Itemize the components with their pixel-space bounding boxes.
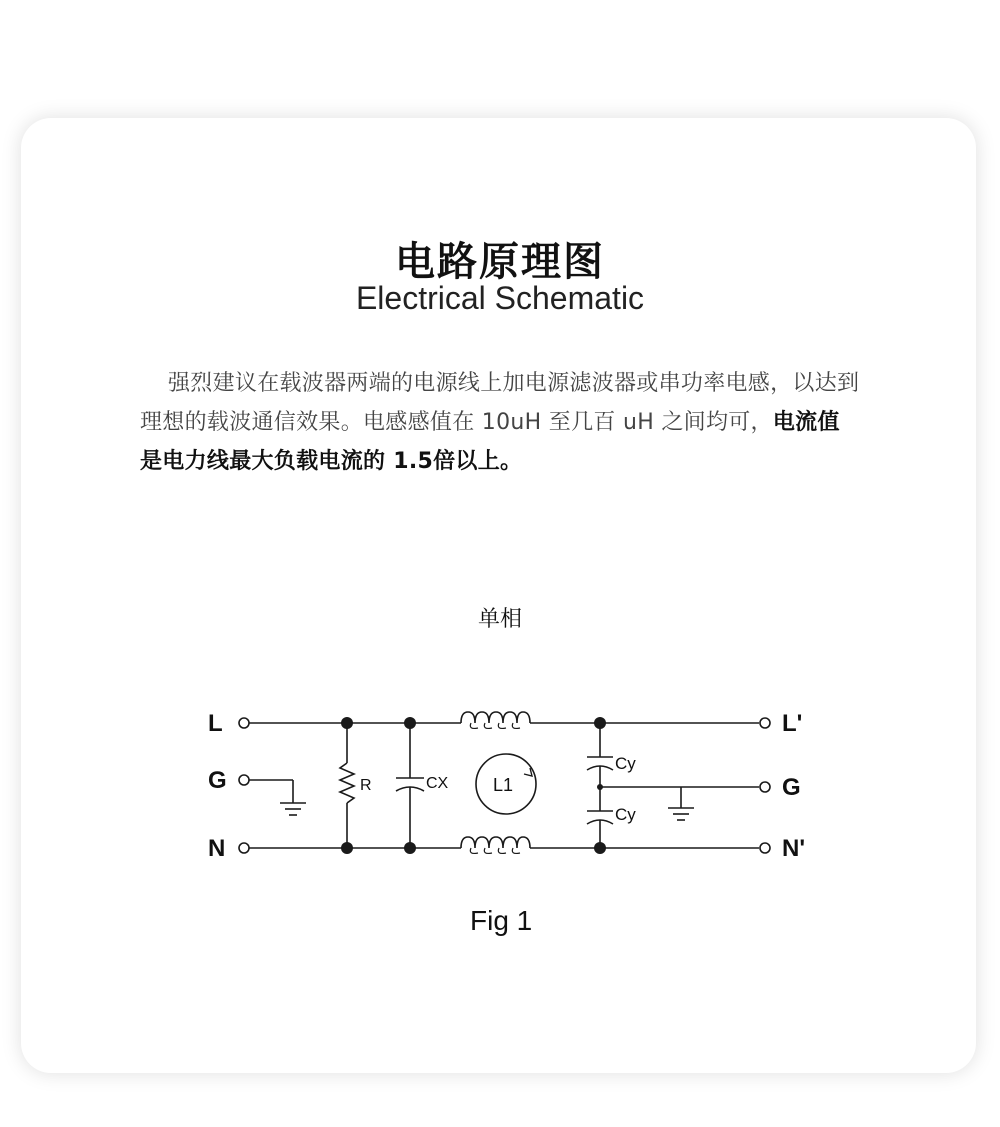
label-n-out: N' — [782, 835, 806, 862]
description-emphasis: 电流值是电力线最大负载电流的 1.5倍以上。 — [140, 410, 840, 474]
label-l-out: L' — [782, 710, 803, 737]
page-title: 电路原理图 — [395, 239, 605, 285]
figure-caption: Fig 1 — [470, 905, 533, 936]
diagram-subtitle: 单相 — [477, 607, 522, 632]
label-n-in: N — [208, 835, 226, 862]
label-capacitor-x: CX — [426, 775, 449, 792]
label-capacitor-y2: Cy — [615, 805, 636, 824]
label-l-in: L — [208, 710, 223, 737]
label-resistor: R — [360, 777, 372, 794]
label-inductor-l1: L1 — [493, 775, 514, 795]
label-capacitor-y1: Cy — [615, 754, 636, 773]
label-g-in: G — [208, 767, 227, 794]
page-subtitle-en: Electrical Schematic — [355, 280, 645, 316]
description-text: 强烈建议在载波器两端的电源线上加电源滤波器或串功率电感，以达到理想的载波通信效果。电感感值在 10uH 至几百 uH 之间均可， — [140, 371, 860, 435]
label-g-out: G — [782, 774, 801, 801]
description-paragraph — [140, 364, 860, 481]
